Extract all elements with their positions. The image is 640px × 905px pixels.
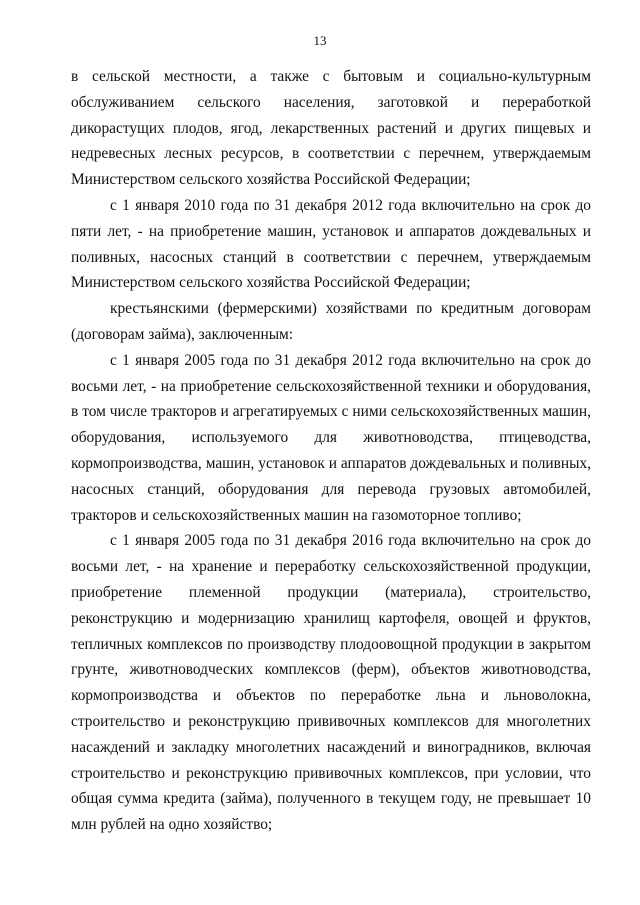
- paragraph-storage-processing: с 1 января 2005 года по 31 декабря 2016 года включительно на срок до восьми лет, - на хранение и переработку сельскохозяйственной продукции, приобретение племенной продукции (материала), строительство, реконструкцию и модернизацию хранилищ картофеля, овощей и фруктов, тепличных комплексов по производству плодоовощной продукции в закрытом грунте, животноводческих комплексов (ферм), объектов животноводства, кормопроизводства и объектов по переработке льна и льноволокна, строительство и реконструкцию прививочных комплексов для многолетних насаждений и закладку многолетних насаждений и виноградников, включая строительство и реконструкцию прививочных комплексов, при условии, что общая сумма кредита (займа), полученного в текущем году, не превышает 10 млн рублей на одно хозяйство;: [71, 532, 591, 834]
- paragraph-agricultural-machinery: с 1 января 2005 года по 31 декабря 2012 года включительно на срок до восьми лет, - на приобретение сельскохозяйственной техники и оборудования, в том числе тракторов и агрегатируемых с ними сельскохозяйственных машин, оборудования, используемого для животноводства, птицеводства, кормопроизводства, машин, установок и аппаратов дождевальных и поливных, насосных станций, оборудования для перевода грузовых автомобилей, тракторов и сельскохозяйственных машин на газомоторное топливо;: [71, 351, 591, 524]
- page-number: 13: [313, 33, 327, 48]
- paragraph-irrigation-machines: с 1 января 2010 года по 31 декабря 2012 года включительно на срок до пяти лет, - на приобретение машин, установок и аппаратов дождевальных и поливных, насосных станций в соответствии с перечнем, утверждаемым Министерством сельского хозяйства Российской Федерации;: [71, 196, 591, 292]
- paragraph-continuation: в сельской местности, а также с бытовым и социально-культурным обслуживанием сельского населения, заготовкой и переработкой дикорастущих плодов, ягод, лекарственных растений и других пищевых и недревесных лесных ресурсов, в соответствии с перечнем, утверждаемым Министерством сельского хозяйства Российской Федерации;: [71, 68, 591, 189]
- paragraph-farm-households: крестьянскими (фермерскими) хозяйствами по кредитным договорам (договорам займа), заключенным:: [71, 300, 591, 343]
- document-body: [71, 64, 591, 838]
